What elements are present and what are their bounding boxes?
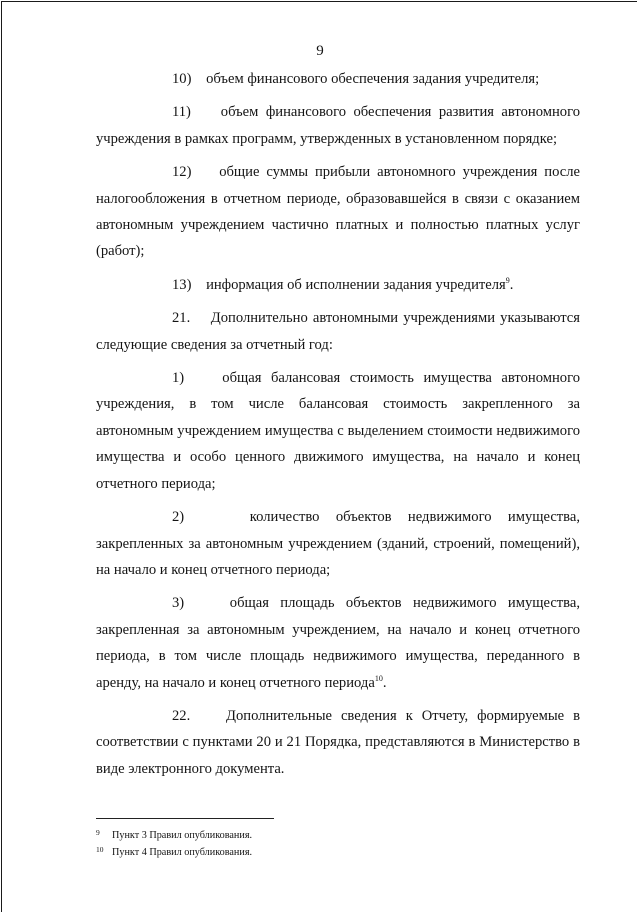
clause-number: 21. xyxy=(172,310,191,327)
item-number: 1) xyxy=(172,370,185,387)
footnote-reference: 9 xyxy=(505,275,510,285)
item-number: 10) xyxy=(172,71,192,87)
page-number: 9 xyxy=(316,43,324,59)
footnote-mark: 9 xyxy=(96,828,100,837)
item-text: информация об исполнении задания учредителя xyxy=(206,276,506,293)
footnote-text: Пункт 4 Правил опубликования. xyxy=(112,847,253,858)
clause-text: Дополнительные сведения к Отчету, формируемые в соответствии с пунктами 20 и 21 Порядка, представляются в Министерство в виде электронного документа. xyxy=(96,707,581,777)
item-text: количество объектов недвижимого имущества, закрепленных за автономным учреждением (зданий, строений, помещений), на начало и конец отчетного периода; xyxy=(96,509,580,578)
footnote-separator xyxy=(96,818,274,819)
clause-text: Дополнительно автономными учреждениями указываются следующие сведения за отчетный год: xyxy=(96,310,581,353)
subitem-1 xyxy=(96,365,580,497)
footnote-9 xyxy=(96,826,576,843)
item-number: 13) xyxy=(172,276,192,293)
item-text: общая площадь объектов недвижимого имущества, закрепленная за автономным учреждением, на начало и конец отчетного периода, в том числе площадь недвижимого имущества, переданного в аренду, на начало и конец отчетного периода xyxy=(96,595,581,691)
clause-22 xyxy=(96,703,580,782)
item-number: 2) xyxy=(172,509,185,526)
item-number: 11) xyxy=(172,104,191,121)
footnote-reference: 10 xyxy=(374,673,383,683)
item-text: объем финансового обеспечения развития автономного учреждения в рамках программ, утвержденных в установленном порядке; xyxy=(96,104,581,147)
footnote-mark: 10 xyxy=(96,845,104,854)
item-10 xyxy=(96,66,580,92)
item-13 xyxy=(96,272,580,298)
item-number: 3) xyxy=(172,595,185,612)
subitem-3 xyxy=(96,590,580,696)
item-text: общие суммы прибыли автономного учреждения после налогообложения в отчетном периоде, образовавшейся в связи с оказанием автономным учреждением частично платных и полностью платных услуг (работ); xyxy=(96,164,580,260)
item-12 xyxy=(96,159,580,265)
item-tail: . xyxy=(509,276,514,293)
document-body xyxy=(96,66,580,789)
item-11 xyxy=(96,99,580,152)
clause-number: 22. xyxy=(172,707,191,724)
footnote-10 xyxy=(96,843,576,860)
item-number: 12) xyxy=(172,164,192,181)
item-text: объем финансового обеспечения задания учредителя; xyxy=(206,71,540,87)
footnotes xyxy=(96,826,576,860)
item-tail: . xyxy=(382,674,387,691)
item-text: общая балансовая стоимость имущества автономного учреждения, в том числе балансовая стоимость закрепленного за автономным учреждением имущества с выделением стоимости недвижимого имущества и особо ценного движимого имущества, на начало и конец отчетного периода; xyxy=(96,370,580,492)
subitem-2 xyxy=(96,504,580,583)
footnote-text: Пункт 3 Правил опубликования. xyxy=(112,830,253,841)
clause-21 xyxy=(96,305,580,358)
